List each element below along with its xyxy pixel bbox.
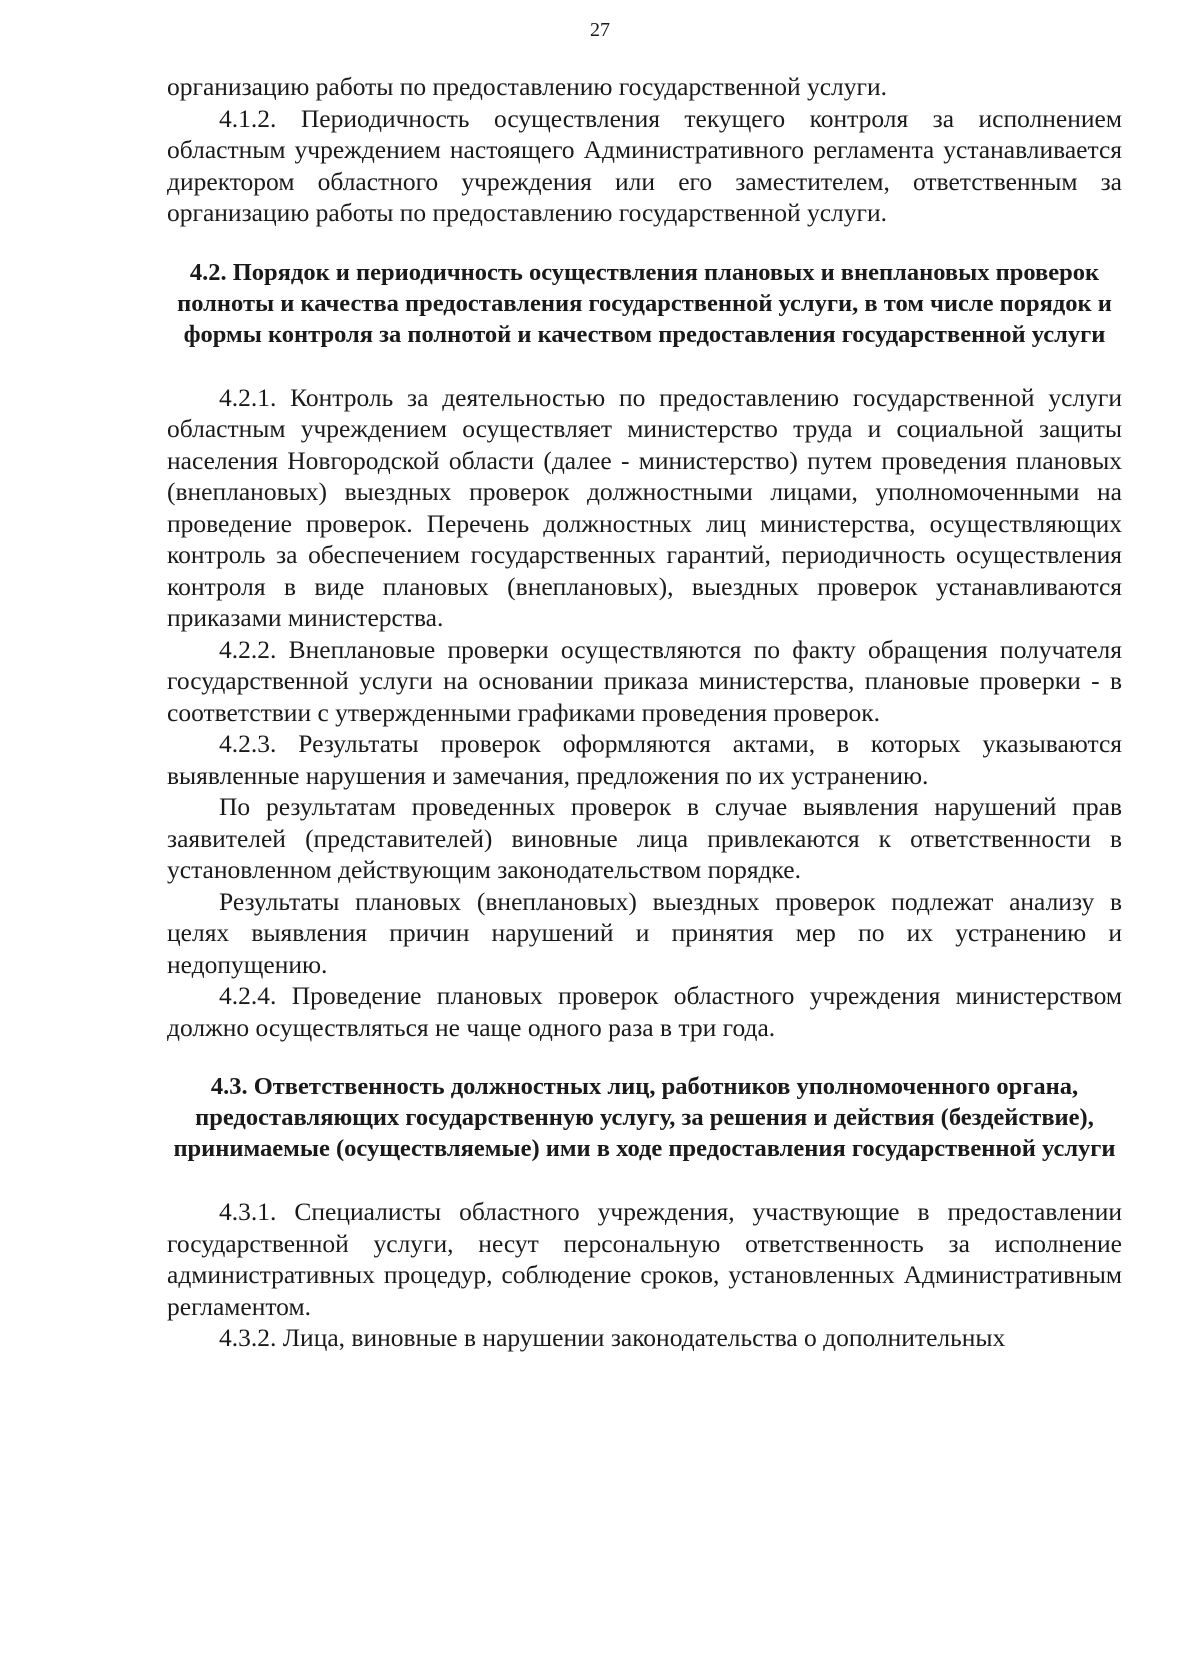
paragraph-4-1-2: 4.1.2. Периодичность осуществления текущего контроля за исполнением областным учреждением настоящего Административного регламента устанавливается директором областного учреждения или его заместителем, ответственным за организацию работы по предоставлению государственной услуги. bbox=[167, 103, 1122, 227]
paragraph-4-3-2: 4.3.2. Лица, виновные в нарушении законодательства о дополнительных bbox=[219, 1323, 1006, 1352]
section-heading-4-3: 4.3. Ответственность должностных лиц, работников уполномоченного органа, предоставляющих государственную услугу, за решения и действия (бездействие), принимаемые (осуществляемые) ими в ходе предоставления государственной услуги bbox=[173, 1073, 1116, 1162]
section-heading-4-2: 4.2. Порядок и периодичность осуществления плановых и внеплановых проверок полноты и качества предоставления государственной услуги, в том числе порядок и формы контроля за полнотой и качеством предоставления государственной услуги bbox=[177, 258, 1112, 348]
page-number: 27 bbox=[590, 19, 610, 41]
paragraph-analysis: Результаты плановых (внеплановых) выездных проверок подлежат анализу в целях выявления причин нарушений и принятия мер по их устранению и недопущению. bbox=[167, 886, 1122, 979]
paragraph-4-2-2: 4.2.2. Внеплановые проверки осуществляются по факту обращения получателя государственной услуги на основании приказа министерства, плановые проверки - в соответствии с утвержденными графиками проведения проверок. bbox=[167, 634, 1122, 727]
paragraph-continuation: организацию работы по предоставлению государственной услуги. bbox=[167, 72, 887, 101]
paragraph-4-2-3: 4.2.3. Результаты проверок оформляются актами, в которых указываются выявленные нарушения и замечания, предложения по их устранению. bbox=[167, 729, 1122, 790]
document-body bbox=[167, 71, 1122, 1354]
paragraph-4-2-4: 4.2.4. Проведение плановых проверок областного учреждения министерством должно осуществляться не чаще одного раза в три года. bbox=[167, 981, 1122, 1042]
paragraph-4-3-1: 4.3.1. Специалисты областного учреждения, участвующие в предоставлении государственной услуги, несут персональную ответственность за исполнение административных процедур, соблюдение сроков, установленных Административным регламентом. bbox=[167, 1197, 1122, 1321]
paragraph-violations: По результатам проведенных проверок в случае выявления нарушений прав заявителей (представителей) виновные лица привлекаются к ответственности в установленном действующим законодательством порядке. bbox=[167, 792, 1122, 884]
paragraph-4-2-1: 4.2.1. Контроль за деятельностью по предоставлению государственной услуги областным учреждением осуществляет министерство труда и социальной защиты населения Новгородской области (далее - министерство) путем проведения плановых (внеплановых) выездных проверок должностными лицами, уполномоченными на проведение проверок. Перечень должностных лиц министерства, осуществляющих контроль за обеспечением государственных гарантий, периодичность осуществления контроля в виде плановых (внеплановых), выездных проверок устанавливаются приказами министерства. bbox=[167, 382, 1122, 632]
